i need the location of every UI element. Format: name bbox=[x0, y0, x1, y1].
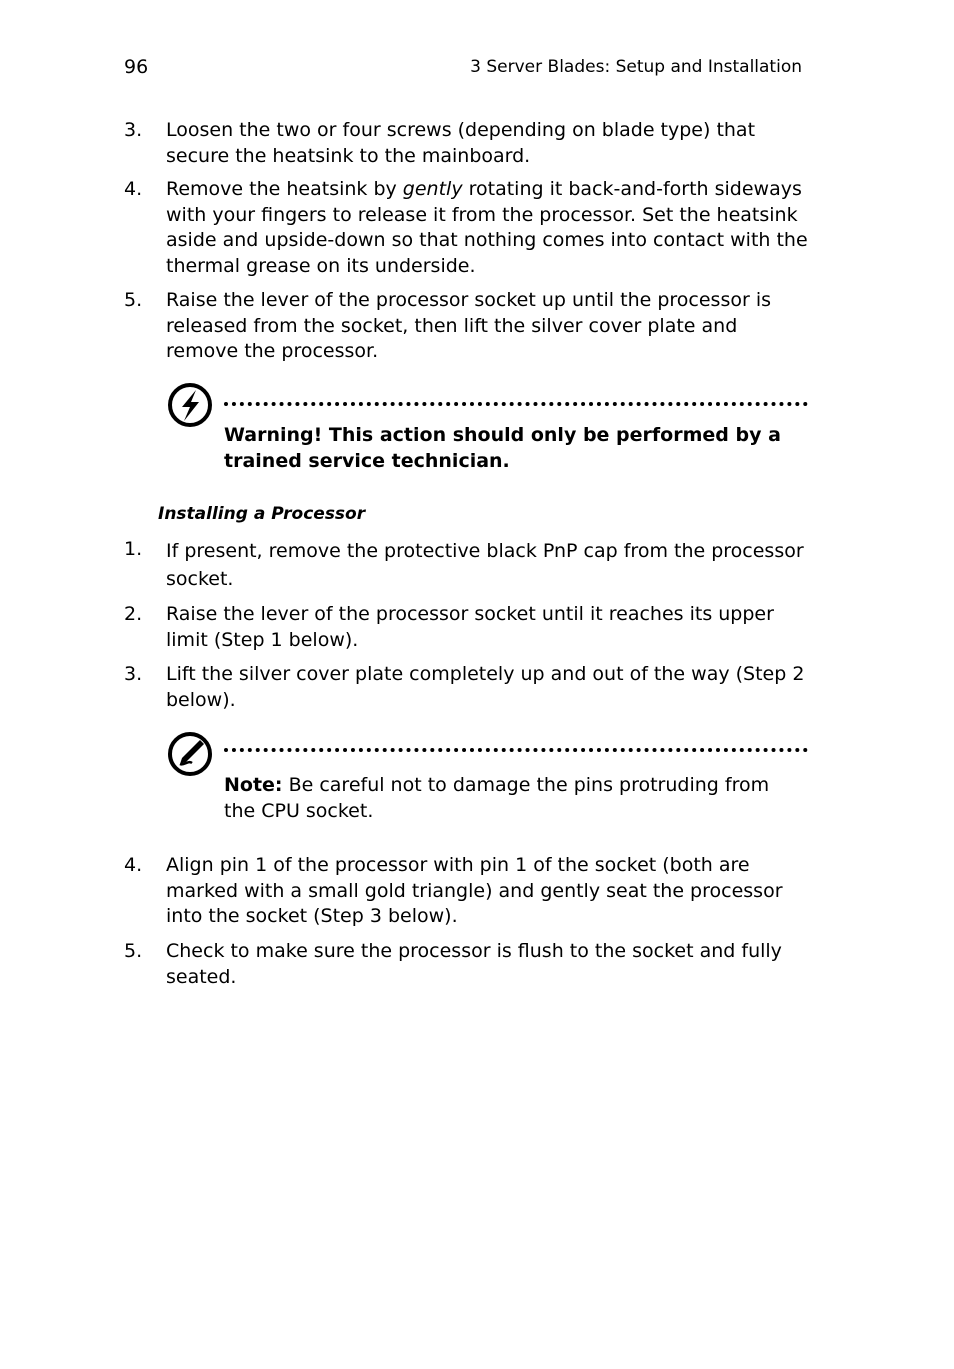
item-text: If present, remove the protective black PnP cap from the processor socket. bbox=[166, 540, 804, 590]
warning-text: Warning! This action should only be performed by a trained service technician. bbox=[224, 424, 781, 472]
item-number: 3. bbox=[124, 663, 143, 685]
list-item bbox=[124, 853, 814, 930]
item-number: 5. bbox=[124, 289, 143, 311]
item-text: Raise the lever of the processor socket until it reaches its upper limit (Step 1 below). bbox=[166, 603, 774, 651]
list-item bbox=[124, 939, 814, 990]
running-header: 3 Server Blades: Setup and Installation bbox=[470, 57, 802, 77]
page-number: 96 bbox=[124, 56, 149, 78]
item-number: 4. bbox=[124, 854, 143, 876]
list-item bbox=[124, 537, 814, 593]
list-item bbox=[124, 662, 814, 713]
item-text bbox=[166, 177, 814, 279]
dotted-divider bbox=[224, 748, 808, 752]
item-number: 3. bbox=[124, 119, 143, 141]
item-number: 5. bbox=[124, 940, 143, 962]
item-text: Loosen the two or four screws (depending on blade type) that secure the heatsink to the mainboard. bbox=[166, 119, 756, 167]
list-item bbox=[124, 602, 814, 653]
dotted-divider bbox=[224, 402, 808, 406]
list-item bbox=[124, 118, 814, 169]
item-text: Check to make sure the processor is flush to the socket and fully seated. bbox=[166, 940, 782, 988]
item-number: 1. bbox=[124, 538, 143, 560]
emphasis-gently: gently bbox=[402, 178, 463, 200]
item-text: Raise the lever of the processor socket up until the processor is released from the socket, then lift the silver cover plate and remove the processor. bbox=[166, 289, 772, 362]
item-number: 4. bbox=[124, 178, 143, 200]
item-text: Lift the silver cover plate completely up and out of the way (Step 2 below). bbox=[166, 663, 805, 711]
item-text: Align pin 1 of the processor with pin 1 of the socket (both are marked with a small gold triangle) and gently seat the processor into the socket (Step 3 below). bbox=[166, 854, 783, 927]
note-text bbox=[224, 773, 804, 824]
note-body: Be careful not to damage the pins protruding from the CPU socket. bbox=[224, 774, 770, 822]
item-text-end: rotating it back-and-forth sideways with your fingers to release it from the processor. Set the heatsink aside and upside-down so that nothing comes into contact with the thermal grease on its underside. bbox=[166, 178, 808, 277]
item-number: 2. bbox=[124, 603, 143, 625]
section-subheading: Installing a Processor bbox=[158, 504, 366, 524]
item-text-start: Remove the heatsink by bbox=[166, 178, 403, 200]
note-label: Note: bbox=[224, 774, 283, 796]
lightning-warning-icon bbox=[166, 381, 214, 429]
list-item bbox=[124, 288, 814, 365]
pen-note-icon bbox=[166, 730, 214, 778]
list-item bbox=[124, 177, 814, 279]
